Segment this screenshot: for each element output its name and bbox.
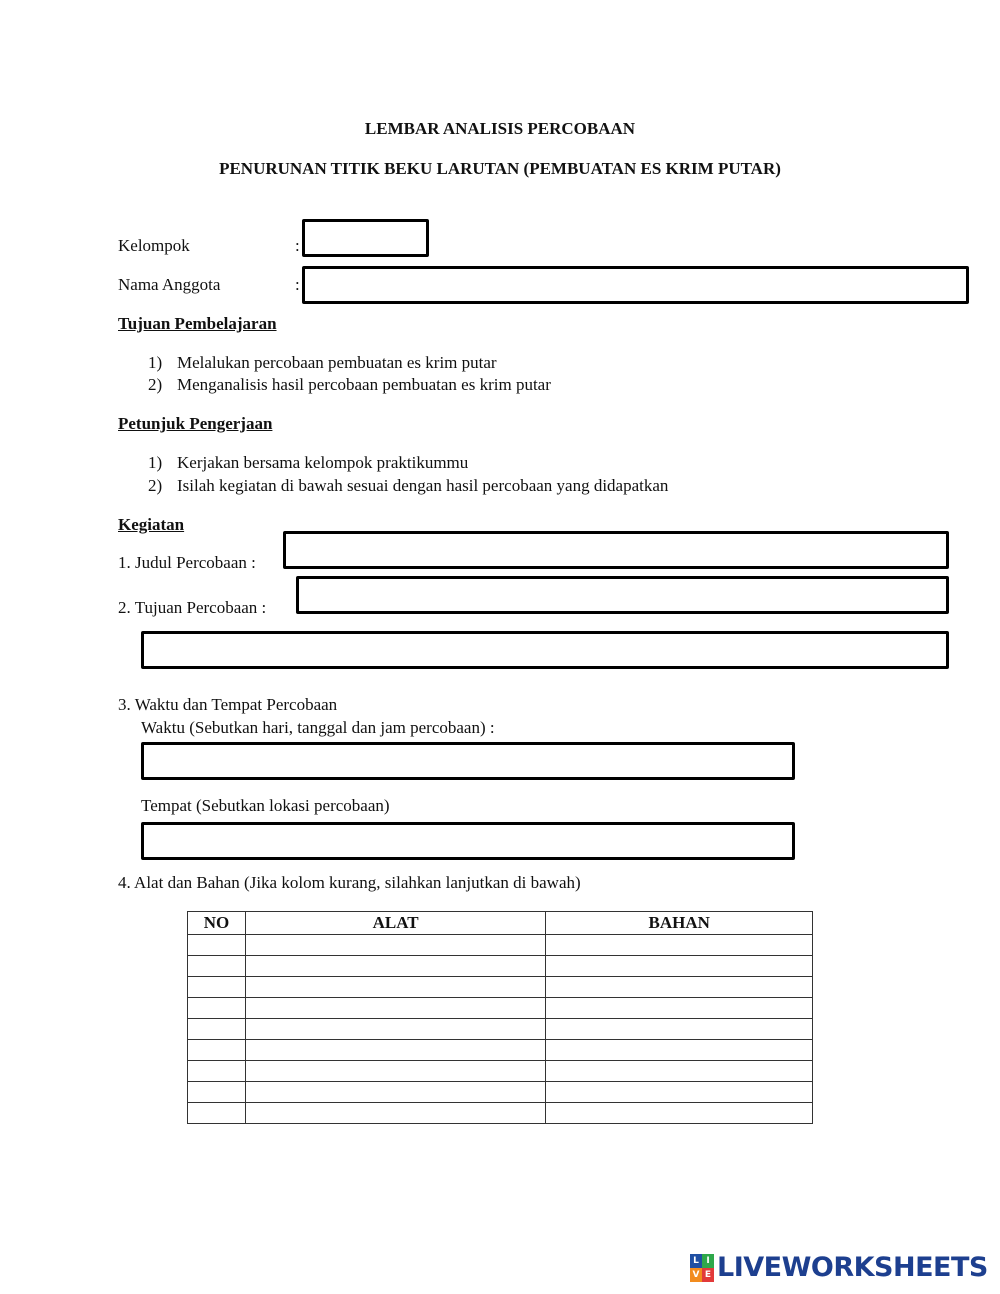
petunjuk-heading: Petunjuk Pengerjaan	[118, 414, 273, 433]
cell-alat[interactable]	[245, 1082, 545, 1103]
alat-bahan-label: 4. Alat dan Bahan (Jika kolom kurang, silahkan lanjutkan di bawah)	[118, 873, 581, 892]
kegiatan-heading: Kegiatan	[118, 515, 185, 534]
tujuan-heading: Tujuan Pembelajaran	[118, 314, 277, 333]
cell-bahan[interactable]	[546, 935, 813, 956]
kelompok-label: Kelompok	[118, 236, 190, 255]
tujuan-item-num: 2)	[148, 375, 163, 394]
tujuan-item-num: 1)	[148, 353, 163, 372]
nama-anggota-input[interactable]	[302, 266, 969, 304]
table-row	[188, 1082, 813, 1103]
cell-no[interactable]	[188, 956, 246, 977]
tujuan-percobaan-input-2[interactable]	[141, 631, 949, 669]
cell-no[interactable]	[188, 1061, 246, 1082]
cell-no[interactable]	[188, 1040, 246, 1061]
kelompok-colon: :	[295, 236, 300, 255]
cell-alat[interactable]	[245, 1103, 545, 1124]
page-title: LEMBAR ANALISIS PERCOBAAN	[364, 119, 636, 138]
alat-bahan-table	[187, 911, 813, 1124]
table-row	[188, 998, 813, 1019]
judul-percobaan-label: 1. Judul Percobaan :	[118, 553, 256, 572]
header-no: NO	[188, 912, 246, 935]
header-bahan: BAHAN	[546, 912, 813, 935]
cell-no[interactable]	[188, 1019, 246, 1040]
table-row	[188, 1019, 813, 1040]
mark-letter: E	[702, 1268, 714, 1282]
table-row	[188, 1040, 813, 1061]
table-row	[188, 1061, 813, 1082]
table-row	[188, 956, 813, 977]
brand-name: LIVEWORKSHEETS	[717, 1252, 988, 1283]
table-row	[188, 935, 813, 956]
cell-alat[interactable]	[245, 977, 545, 998]
header-alat: ALAT	[245, 912, 545, 935]
page-subtitle: PENURUNAN TITIK BEKU LARUTAN (PEMBUATAN ES KRIM PUTAR)	[219, 159, 781, 178]
mark-letter: V	[690, 1268, 702, 1282]
cell-bahan[interactable]	[546, 1019, 813, 1040]
cell-no[interactable]	[188, 1103, 246, 1124]
petunjuk-item-num: 2)	[148, 476, 163, 495]
petunjuk-item-text: Isilah kegiatan di bawah sesuai dengan hasil percobaan yang didapatkan	[177, 476, 669, 495]
cell-alat[interactable]	[245, 1040, 545, 1061]
petunjuk-item-text: Kerjakan bersama kelompok praktikummu	[177, 453, 469, 472]
tujuan-percobaan-input-1[interactable]	[296, 576, 949, 614]
nama-anggota-colon: :	[295, 275, 300, 294]
cell-no[interactable]	[188, 998, 246, 1019]
cell-alat[interactable]	[245, 1019, 545, 1040]
table-row	[188, 977, 813, 998]
waktu-input[interactable]	[141, 742, 795, 780]
cell-alat[interactable]	[245, 935, 545, 956]
cell-alat[interactable]	[245, 956, 545, 977]
cell-bahan[interactable]	[546, 1082, 813, 1103]
judul-percobaan-input[interactable]	[283, 531, 949, 569]
cell-no[interactable]	[188, 935, 246, 956]
cell-bahan[interactable]	[546, 1103, 813, 1124]
cell-bahan[interactable]	[546, 998, 813, 1019]
cell-bahan[interactable]	[546, 956, 813, 977]
waktu-label: Waktu (Sebutkan hari, tanggal dan jam percobaan) :	[141, 718, 495, 737]
cell-no[interactable]	[188, 1082, 246, 1103]
kelompok-input[interactable]	[302, 219, 429, 257]
liveworksheets-mark-icon	[690, 1254, 714, 1282]
cell-bahan[interactable]	[546, 977, 813, 998]
cell-alat[interactable]	[245, 998, 545, 1019]
liveworksheets-logo	[690, 1252, 988, 1283]
cell-no[interactable]	[188, 977, 246, 998]
petunjuk-item-num: 1)	[148, 453, 163, 472]
tempat-label: Tempat (Sebutkan lokasi percobaan)	[141, 796, 390, 815]
mark-letter: I	[702, 1254, 714, 1268]
tujuan-percobaan-label: 2. Tujuan Percobaan :	[118, 598, 267, 617]
cell-bahan[interactable]	[546, 1040, 813, 1061]
table-row	[188, 1103, 813, 1124]
waktu-tempat-label: 3. Waktu dan Tempat Percobaan	[118, 695, 338, 714]
nama-anggota-label: Nama Anggota	[118, 275, 221, 294]
tempat-input[interactable]	[141, 822, 795, 860]
table-header-row	[188, 912, 813, 935]
tujuan-item-text: Melalukan percobaan pembuatan es krim putar	[177, 353, 497, 372]
cell-alat[interactable]	[245, 1061, 545, 1082]
tujuan-item-text: Menganalisis hasil percobaan pembuatan es krim putar	[177, 375, 551, 394]
cell-bahan[interactable]	[546, 1061, 813, 1082]
mark-letter: L	[690, 1254, 702, 1268]
